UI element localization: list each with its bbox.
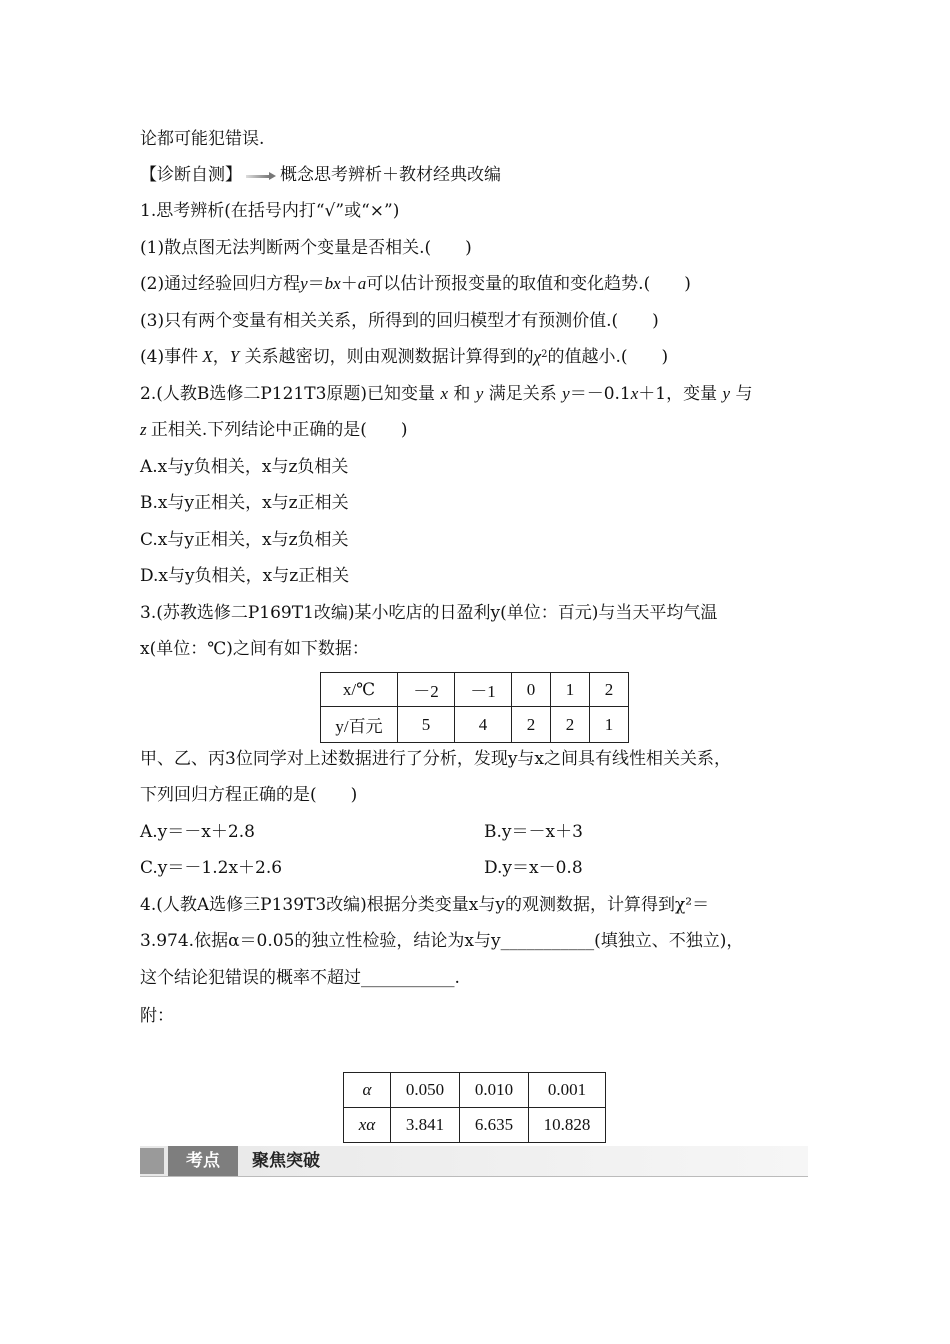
question-2-line-1: 2.(人教B选修二P121T3原题)已知变量 x 和 y 满足关系 y＝－0.1x＋1，变量 y 与 (140, 384, 753, 404)
question-4-line-2: 3.974.依据α＝0.05的独立性检验，结论为x与y___________(填独立、不独立)， (140, 931, 744, 951)
question-3-option-a: A.y＝－x＋2.8 (140, 822, 255, 842)
table-cell: 1 (551, 673, 590, 707)
table-cell: 2 (512, 707, 551, 743)
arrow-icon (246, 172, 276, 180)
question-1-item-1: (1)散点图无法判断两个变量是否相关.( ) (140, 238, 472, 258)
table-header-alpha: α (344, 1073, 391, 1108)
diagnosis-subtitle: 概念思考辨析＋教材经典改编 (280, 165, 501, 185)
table-header-x: x/℃ (321, 673, 398, 707)
section-decoration (140, 1148, 164, 1174)
section-tag: 考点 (168, 1146, 238, 1176)
question-1-item-4: (4)事件 X，Y 关系越密切，则由观测数据计算得到的$\chi^2$的值越小.( ) (140, 347, 669, 367)
table-cell: 4 (455, 707, 512, 743)
section-header-bar (140, 1146, 808, 1177)
text-line: 论都可能犯错误. (140, 129, 265, 149)
table-header-x-alpha: xα (344, 1108, 391, 1143)
table-cell: －1 (455, 673, 512, 707)
critical-value-table (343, 1072, 606, 1143)
question-2-option-c: C.x与y正相关，x与z负相关 (140, 530, 349, 550)
question-1-item-3: (3)只有两个变量有相关关系，所得到的回归模型才有预测价值.( ) (140, 311, 659, 331)
table-cell: 3.841 (391, 1108, 460, 1143)
question-3-line-3: 甲、乙、丙3位同学对上述数据进行了分析，发现y与x之间具有线性相关关系， (140, 749, 732, 769)
question-4-line-1: 4.(人教A选修三P139T3改编)根据分类变量x与y的观测数据，计算得到χ²＝ (140, 895, 710, 915)
section-title: 聚焦突破 (252, 1151, 320, 1171)
diagnosis-header (140, 163, 501, 187)
table-cell: 1 (590, 707, 629, 743)
table-cell: 0.050 (391, 1073, 460, 1108)
temperature-profit-table (320, 672, 629, 743)
question-3-option-c: C.y＝－1.2x＋2.6 (140, 858, 283, 878)
question-2-option-b: B.x与y正相关，x与z正相关 (140, 493, 349, 513)
question-1-item-2: (2)通过经验回归方程y＝bx＋a可以估计预报变量的取值和变化趋势.( ) (140, 274, 691, 294)
table-cell: 2 (590, 673, 629, 707)
table-cell: 0.001 (529, 1073, 606, 1108)
question-3-line-4: 下列回归方程正确的是( ) (140, 785, 358, 805)
question-4-line-3: 这个结论犯错误的概率不超过___________. (140, 968, 460, 988)
table-cell: －2 (398, 673, 455, 707)
question-2-option-d: D.x与y负相关，x与z正相关 (140, 566, 350, 586)
question-2-line-2: z 正相关.下列结论中正确的是( ) (140, 420, 408, 440)
attachment-label: 附： (140, 1006, 174, 1026)
question-3-line-1: 3.(苏教选修二P169T1改编)某小吃店的日盈利y(单位：百元)与当天平均气温 (140, 603, 718, 623)
table-cell: 5 (398, 707, 455, 743)
table-cell: 6.635 (460, 1108, 529, 1143)
table-header-y: y/百元 (321, 707, 398, 743)
question-2-option-a: A.x与y负相关，x与z负相关 (140, 457, 349, 477)
question-1-head: 1.思考辨析(在括号内打“√”或“×”) (140, 201, 400, 221)
question-3-line-2: x(单位：℃)之间有如下数据： (140, 639, 369, 659)
table-cell: 10.828 (529, 1108, 606, 1143)
table-cell: 2 (551, 707, 590, 743)
table-cell: 0 (512, 673, 551, 707)
table-cell: 0.010 (460, 1073, 529, 1108)
diagnosis-title: 【诊断自测】 (140, 165, 242, 185)
question-3-option-d: D.y＝x－0.8 (484, 858, 583, 878)
question-3-option-b: B.y＝－x＋3 (484, 822, 583, 842)
